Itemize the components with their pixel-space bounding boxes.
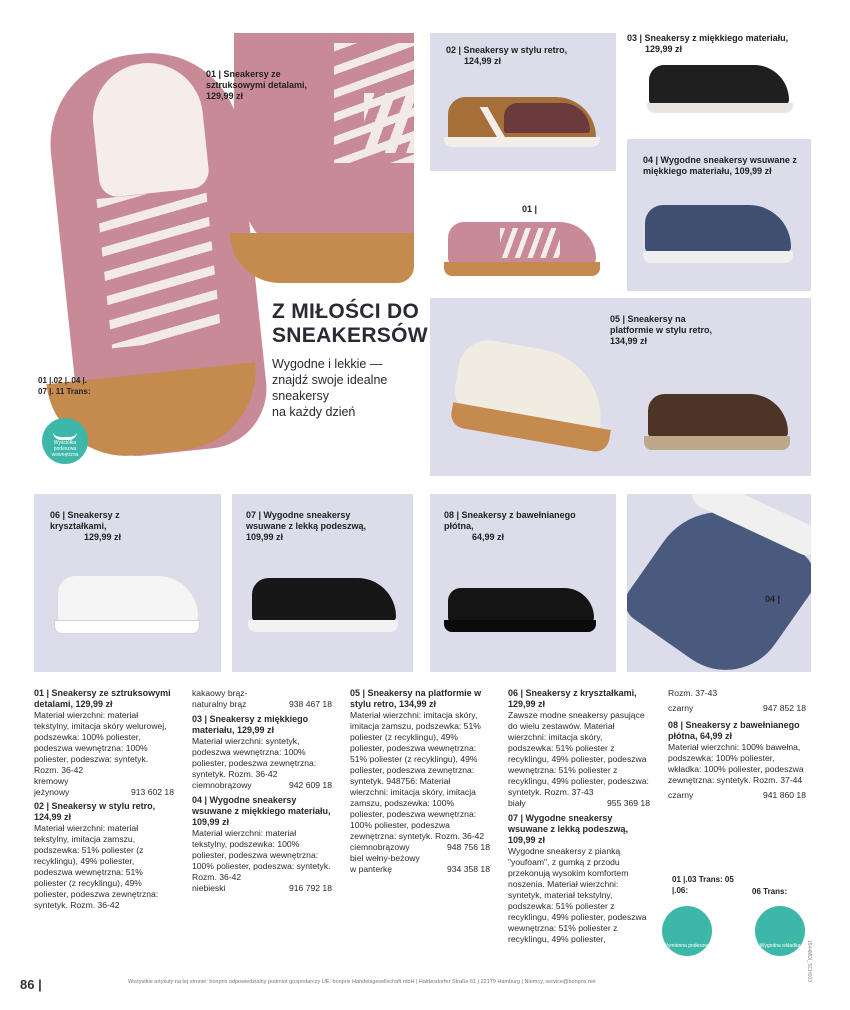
desc-02-text: Materiał wierzchni: materiał tekstylny, imitacja zamszu, podszewka: 51% poliester (z recyklingu), 49% poliester, podeszwa wewnętrzna: 51% poliester (z recyklingu), 49% poliester, podeszwa zewnętrzna: syntetyk. Rozm. 36-42 xyxy=(34,823,159,910)
desc-07-text: Wygodne sneakersy z pianką "youfoam", z gumką z przodu przekonują wysokim komfortem noszenia. Materiał wierzchni: syntetyk, materiał tekstylny, podszewka: 51% poliester z recyklingu, 49% poliester, podeszwa wewnętrzna: 51% poliester z recyklingu, 49% poliester, xyxy=(508,846,647,944)
desc-04-variant-1: niebieski 916 792 18 xyxy=(192,883,332,893)
desc-05-variant-1: ciemnobrązowy 948 756 18 xyxy=(350,842,490,852)
slip-on-black-sole xyxy=(248,620,398,632)
canvas-sneaker-sole xyxy=(444,620,596,632)
platform-sneaker-brown-sole xyxy=(644,436,790,450)
hero-title xyxy=(272,300,428,348)
page-number: 86 | xyxy=(20,977,42,992)
panel-06-caption: 06 | Sneakersy z kryształkami, 129,99 zł xyxy=(50,510,122,542)
slip-on-black-upper xyxy=(252,578,396,622)
product-panel-01b xyxy=(430,174,616,292)
desc-08-heading: 08 | Sneakersy z bawełnianego płótna, 64,99 zł xyxy=(668,720,800,741)
description-column-5 xyxy=(668,688,806,801)
desc-03-variant-1: ciemnobrązowy 942 609 18 xyxy=(192,780,332,790)
hero-title-line1: Z MIŁOŚCI DO xyxy=(272,300,420,323)
insole-badge-text: Wyściółka podeszwa wewnętrzna xyxy=(51,440,79,458)
desc-02-variant-1: kakaowy brąz-naturalny brąz 938 467 18 xyxy=(192,688,332,709)
desc-01-heading: 01 | Sneakersy ze sztruksowymi detalami, 129,99 zł xyxy=(34,688,171,709)
desc-08-text: Materiał wierzchni: 100% bawełna, podszewka: 100% poliester, wkładka: 100% poliester, podeszwa zewnętrzna: syntetyk. Rozm. 37-44 xyxy=(668,742,804,785)
hero-title-line2: SNEAKERSÓW xyxy=(272,324,428,347)
description-column-3 xyxy=(350,688,490,875)
product-panel-05 xyxy=(430,298,811,476)
crystal-sneaker-sole xyxy=(54,620,200,634)
panel-02-caption: 02 | Sneakersy w stylu retro, 124,99 zł xyxy=(446,45,568,66)
product-panel-07 xyxy=(232,494,413,672)
desc-06-text: Zawsze modne sneakersy pasujące do wielu zestawów. Materiał wierzchni: imitacja skóry, podszewka: 51% poliester z recyklingu, 49% poliester, podeszwa wewnętrzna: 51% poliester z recyklingu, 49% poliester, podeszwa: syntetyk. Rozm. 37-43 xyxy=(508,710,649,797)
footer-legal-note: Wszystkie artykuły na tej stronie: bonprix odpowiedzialny podmiot gospodarczy UE: bonprix Handelsgesellschaft mbH | Haldesdorfer Straße 61 | 22179 Hamburg | Niemcy, service@bonprix.net xyxy=(128,979,596,985)
desc-03-heading: 03 | Sneakersy z miękkiego materiału, 129,99 zł xyxy=(192,714,309,735)
desc-01-variant-1: kremowy xyxy=(34,776,69,786)
product-panel-06 xyxy=(34,494,221,672)
hero-left-tags: 01 |.02 |. 04 |. 07 |. 11 Trans: xyxy=(38,376,91,396)
desc-04-heading: 04 | Wygodne sneakersy wsuwane z miękkiego materiału, 109,99 zł xyxy=(192,795,331,827)
desc-06-heading: 06 | Sneakersy z kryształkami, 129,99 zł xyxy=(508,688,637,709)
removable-insole-badge-text: Wymienna podeszwa xyxy=(663,943,711,949)
trans-tags-2: 06 Trans: xyxy=(752,887,788,896)
desc-07-size: Rozm. 37-43 xyxy=(668,688,718,698)
hero-caption-price: 129,99 zł xyxy=(206,91,244,101)
desc-08-variant-1: czarny 941 860 18 xyxy=(668,790,806,800)
soft-sneaker-upper xyxy=(649,65,789,105)
pink-sneaker-side-stripe xyxy=(500,228,560,258)
hero-subtitle xyxy=(272,356,387,420)
product-panel-04b xyxy=(627,494,811,672)
panel-03-caption: 03 | Sneakersy z miękkiego materiału, 129,99 zł xyxy=(627,33,789,54)
hero-caption-text: Sneakersy ze sztruksowymi detalami, xyxy=(206,69,308,90)
pink-sneaker-right-stripe xyxy=(364,93,414,153)
hero-caption xyxy=(206,69,316,102)
desc-05-heading: 05 | Sneakersy na platformie w stylu retro, 134,99 zł xyxy=(350,688,482,709)
desc-06-variant-1: biały 955 369 18 xyxy=(508,798,650,808)
pink-sneaker-left-laces xyxy=(96,188,221,349)
product-panel-08 xyxy=(430,494,616,672)
product-panel-04 xyxy=(627,139,811,291)
desc-01-text: Materiał wierzchni: materiał tekstylny, imitacja skóry welurowej, podszewka: 100% poliester, podeszwa wewnętrzna: 100% poliester, podeszwa: syntetyk. Rozm. 36-42 xyxy=(34,710,167,775)
insole-badge xyxy=(42,418,88,464)
panel-07-caption: 07 | Wygodne sneakersy wsuwane z lekką podeszwą, 109,99 zł xyxy=(246,510,367,542)
description-column-4 xyxy=(508,688,650,945)
description-column-1 xyxy=(34,688,174,911)
pink-sneaker-side-sole xyxy=(444,262,600,276)
desc-05-text: Materiał wierzchni: imitacja skóry, imitacja zamszu, podszewka: 51% poliester (z recyklingu), 49% poliester, podeszwa wewnętrzna: 51% poliester (z recyklingu), 49% poliester, podeszwa zewnętrzna: syntetyk. 948756: Materiał wierzchni: imitacja skóry, imitacja zamszu, podszewka: 100% poliester, podeszwa wewnętrzna: 100% poliester, podeszwa zewnętrzna: syntetyk. Rozm. 36-42 xyxy=(350,710,485,841)
panel-01b-number: 01 | xyxy=(522,204,538,214)
insole-icon xyxy=(53,428,77,440)
trans-tags-1: 01 |.03 Trans: 05 |.06: xyxy=(672,875,734,895)
desc-07-variant-1: czarny 947 852 18 xyxy=(668,703,806,713)
panel-08-caption: 08 | Sneakersy z bawełnianego płótna, 64,99 zł xyxy=(444,510,576,542)
platform-sneaker-brown-upper xyxy=(648,394,788,438)
hero-sub-line4: na każdy dzień xyxy=(272,405,356,419)
crystal-sneaker-upper xyxy=(58,576,198,622)
comfort-insole-badge xyxy=(755,906,805,956)
description-column-2 xyxy=(192,688,332,894)
panel-04-caption: 04 | Wygodne sneakersy wsuwane z miękkiego materiału, 109,99 zł xyxy=(643,155,797,176)
desc-05-variant-2: biel wełny-beżowy w panterkę 934 358 18 xyxy=(350,853,490,874)
hero-sub-line3: sneakersy xyxy=(272,389,329,403)
panel-04b-number: 04 | xyxy=(765,594,781,604)
product-panel-03 xyxy=(627,33,811,129)
desc-07-heading: 07 | Wygodne sneakersy wsuwane z lekką podeszwą, 109,99 zł xyxy=(508,813,629,845)
slip-on-knit-sole xyxy=(643,251,793,263)
soft-sneaker-sole xyxy=(647,103,793,113)
product-panel-02 xyxy=(430,33,616,171)
removable-insole-badge xyxy=(662,906,712,956)
retro-sneaker-sole xyxy=(444,137,600,147)
hero-caption-number: 01 | xyxy=(206,69,222,79)
desc-01-variant-2: jeżynowy 913 602 18 xyxy=(34,787,174,797)
slip-on-knit-upper xyxy=(645,205,791,253)
comfort-insole-badge-text: Wygodna wkładka xyxy=(759,943,801,949)
desc-02-heading: 02 | Sneakersy w stylu retro, 124,99 zł xyxy=(34,801,156,822)
catalog-code: 1544MDI_SCH003 xyxy=(806,940,812,982)
panel-05-caption: 05 | Sneakersy na platformie w stylu retro, 134,99 zł xyxy=(610,314,713,346)
hero-sub-line2: znajdź swoje idealne xyxy=(272,373,388,387)
canvas-sneaker-upper xyxy=(448,588,594,622)
pink-sneaker-right-sole xyxy=(230,233,414,283)
desc-04-text: Materiał wierzchni: materiał tekstylny, podszewka: 100% poliester, podeszwa wewnętrzna: 100% poliester, podeszwa: syntetyk. Rozm. 36-42 xyxy=(192,828,331,882)
desc-03-text: Materiał wierzchni: syntetyk, podeszwa wewnętrzna: 100% poliester, podeszwa zewnętrzna: syntetyk. Rozm. 36-42 xyxy=(192,736,317,779)
hero-sub-line1: Wygodne i lekkie — xyxy=(272,357,383,371)
